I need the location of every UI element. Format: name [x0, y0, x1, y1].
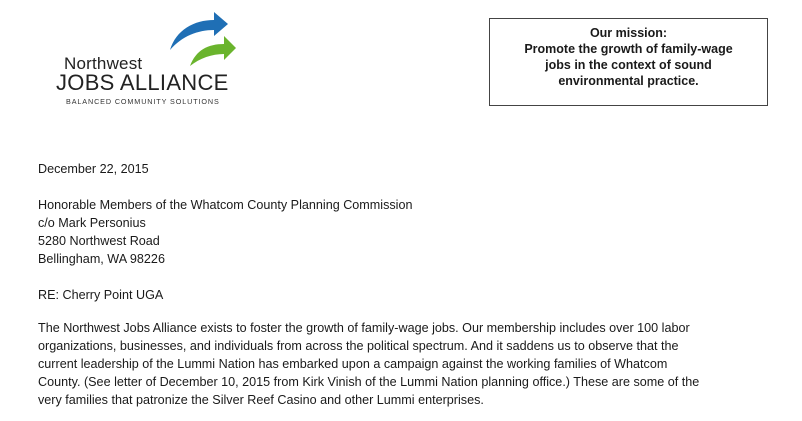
- mission-heading: Our mission:: [589, 26, 668, 40]
- organization-logo: [56, 4, 246, 104]
- address-line: Honorable Members of the Whatcom County Planning Commission: [38, 198, 413, 212]
- logo-name-line1: Northwest: [64, 54, 143, 73]
- body-line: organizations, businesses, and individuals from across the political spectrum. And it saddens us to observe that the: [38, 339, 679, 353]
- body-line: current leadership of the Lummi Nation has embarked upon a campaign against the working families of Whatcom: [38, 357, 668, 371]
- logo-tagline: BALANCED COMMUNITY SOLUTIONS: [66, 97, 220, 106]
- address-line: 5280 Northwest Road: [38, 234, 160, 248]
- address-line: Bellingham, WA 98226: [38, 252, 165, 266]
- letter-subject: RE: Cherry Point UGA: [38, 288, 164, 302]
- mission-box: [489, 18, 768, 106]
- letter-body-paragraph: [38, 319, 699, 409]
- logo-name-line2: JOBS ALLIANCE: [56, 70, 229, 95]
- body-line: The Northwest Jobs Alliance exists to foster the growth of family-wage jobs. Our membership includes over 100 labor: [38, 321, 690, 335]
- body-line: very families that patronize the Silver Reef Casino and other Lummi enterprises.: [38, 393, 484, 407]
- arrows-logo-icon: [162, 4, 292, 76]
- address-line: c/o Mark Personius: [38, 216, 146, 230]
- body-line: County. (See letter of December 10, 2015 from Kirk Vinish of the Lummi Nation planning office.) These are some of the: [38, 375, 700, 389]
- mission-line: environmental practice.: [558, 74, 699, 88]
- mission-line: jobs in the context of sound: [545, 58, 712, 72]
- mission-line: Promote the growth of family-wage: [524, 42, 733, 56]
- letter-date: December 22, 2015: [38, 162, 149, 176]
